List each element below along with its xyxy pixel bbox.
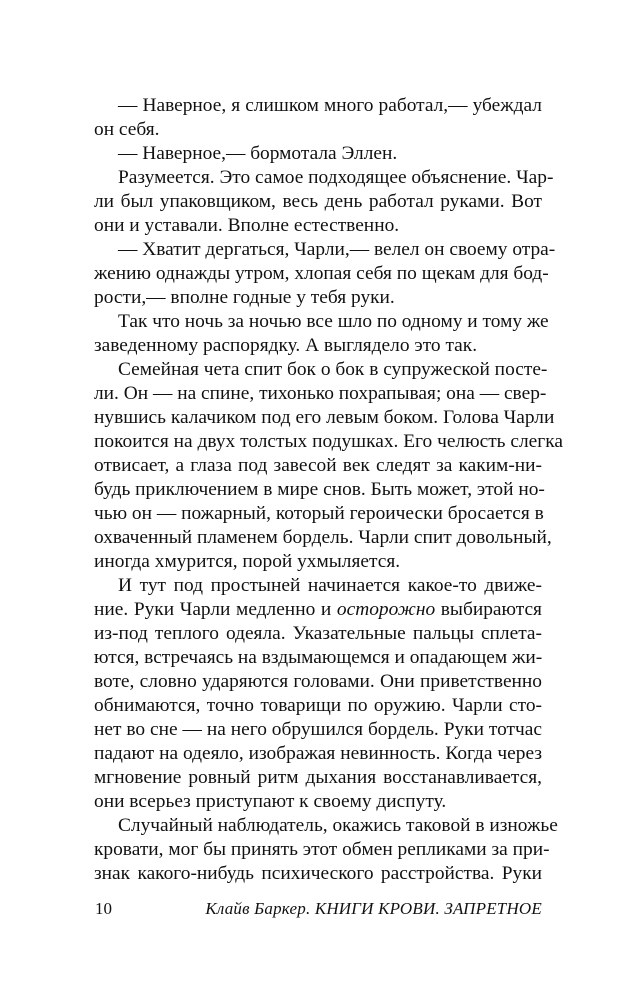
text-line: они всерьез приступают к своему диспуту. bbox=[94, 791, 447, 812]
text-line: обнимаются, точно товарищи по оружию. Чарли сто- bbox=[94, 695, 542, 716]
text-line: — Хватит дергаться, Чарли,— велел он своему отра- bbox=[118, 239, 556, 260]
text-line: Разумеется. Это самое подходящее объяснение. Чар- bbox=[118, 167, 554, 188]
text-line: — Наверное,— бормотала Эллен. bbox=[118, 143, 398, 164]
text-line: из-под теплого одеяла. Указательные пальцы сплета- bbox=[94, 623, 542, 644]
text-segment: выбираются bbox=[440, 599, 542, 620]
text-line: жению однажды утром, хлопая себя по щекам для бод- bbox=[94, 263, 549, 284]
text-line: Случайный наблюдатель, окажись таковой в изножье bbox=[118, 815, 558, 836]
text-line: охваченный пламенем бордель. Чарли спит довольный, bbox=[94, 527, 552, 548]
text-line: мгновение ровный ритм дыхания восстанавливается, bbox=[94, 767, 542, 788]
text-line: ли. Он — на спине, тихонько похрапывая; она — свер- bbox=[94, 383, 547, 404]
text-line-with-emphasis bbox=[94, 598, 542, 622]
running-head: Клайв Баркер. КНИГИ КРОВИ. ЗАПРЕТНОЕ bbox=[205, 899, 542, 918]
emphasized-word: осторожно bbox=[336, 599, 436, 620]
text-line: заведенному распорядку. А выглядело это так. bbox=[94, 335, 478, 356]
text-line: нувшись калачиком под его левым боком. Голова Чарли bbox=[94, 407, 555, 428]
text-segment: ние. Руки Чарли медленно и bbox=[94, 599, 332, 620]
text-line: ются, встречаясь на вздымающемся и опадающем жи- bbox=[94, 647, 543, 668]
text-line: — Наверное, я слишком много работал,— убеждал bbox=[118, 95, 542, 116]
text-line: знак какого-нибудь психического расстройства. Руки bbox=[94, 863, 542, 884]
text-line: рости,— вполне годные у тебя руки. bbox=[94, 287, 395, 308]
text-line: покоится на двух толстых подушках. Его челюсть слегка bbox=[94, 431, 563, 452]
text-line: нет во сне — на него обрушился бордель. Руки тотчас bbox=[94, 719, 542, 740]
text-line: чью он — пожарный, который героически бросается в bbox=[94, 503, 544, 524]
text-line: будь приключением в мире снов. Быть может, этой но- bbox=[94, 479, 545, 500]
page-number: 10 bbox=[95, 899, 112, 918]
text-line: они и уставали. Вполне естественно. bbox=[94, 215, 400, 236]
text-line: иногда хмурится, порой ухмыляется. bbox=[94, 551, 401, 572]
text-line: он себя. bbox=[94, 119, 160, 140]
text-line: Так что ночь за ночью все шло по одному и тому же bbox=[118, 311, 549, 332]
text-line: воте, словно ударяются головами. Они приветственно bbox=[94, 671, 542, 692]
text-line: ли был упаковщиком, весь день работал руками. Вот bbox=[94, 191, 542, 212]
text-line: кровати, мог бы принять этот обмен репликами за при- bbox=[94, 839, 550, 860]
text-line: Семейная чета спит бок о бок в супружеской посте- bbox=[118, 359, 548, 380]
text-line: падают на одеяло, изображая невинность. Когда через bbox=[94, 743, 542, 764]
text-line: отвисает, а глаза под завесой век следят за каким-ни- bbox=[94, 455, 542, 476]
text-line: И тут под простыней начинается какое-то движе- bbox=[118, 575, 542, 596]
